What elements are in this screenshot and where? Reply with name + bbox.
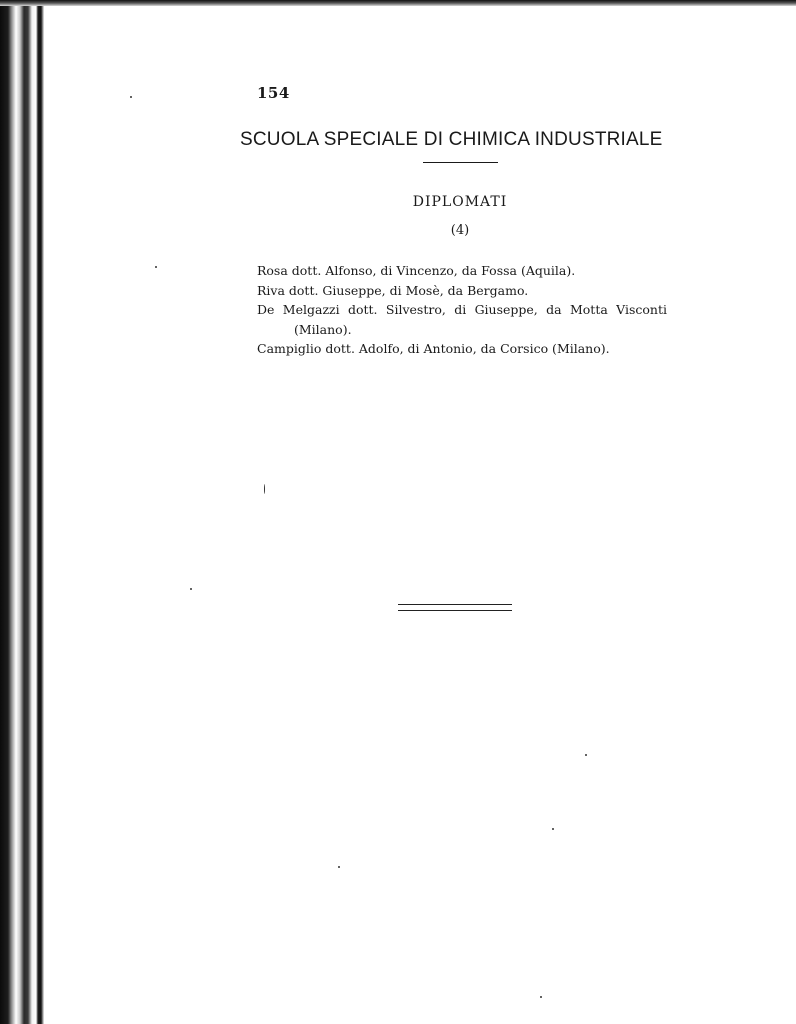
list-item: [257, 339, 667, 359]
section-heading: DIPLOMATI: [412, 194, 508, 210]
scan-speck: [155, 266, 157, 268]
list-item: [257, 261, 667, 281]
scan-speck: [264, 484, 265, 494]
entry-line: Riva dott. Giuseppe, di Mosè, da Bergamo.: [257, 282, 529, 298]
graduates-list: [257, 261, 667, 359]
top-edge: [0, 0, 796, 6]
entry-line: De Melgazzi dott. Silvestro, di Giuseppe, da Motta Visconti: [257, 302, 667, 317]
scan-speck: [552, 828, 554, 830]
scan-speck: [585, 754, 587, 756]
list-item: [257, 300, 667, 339]
binding-edge: [0, 0, 44, 1024]
list-item: [257, 281, 667, 301]
scan-speck: [540, 996, 542, 998]
entry-line: Campiglio dott. Adolfo, di Antonio, da Corsico (Milano).: [257, 341, 610, 356]
scan-speck: [130, 96, 132, 98]
entry-line-continuation: (Milano).: [294, 321, 352, 337]
scan-speck: [190, 588, 192, 590]
page-number: 154: [257, 84, 290, 102]
entry-line: Rosa dott. Alfonso, di Vincenzo, da Fossa (Aquila).: [257, 263, 576, 278]
end-rule: [398, 604, 512, 611]
page-title: SCUOLA SPECIALE DI CHIMICA INDUSTRIALE: [240, 129, 663, 150]
title-rule: [423, 162, 498, 163]
section-count: (4): [450, 223, 470, 238]
scan-speck: [338, 866, 340, 868]
